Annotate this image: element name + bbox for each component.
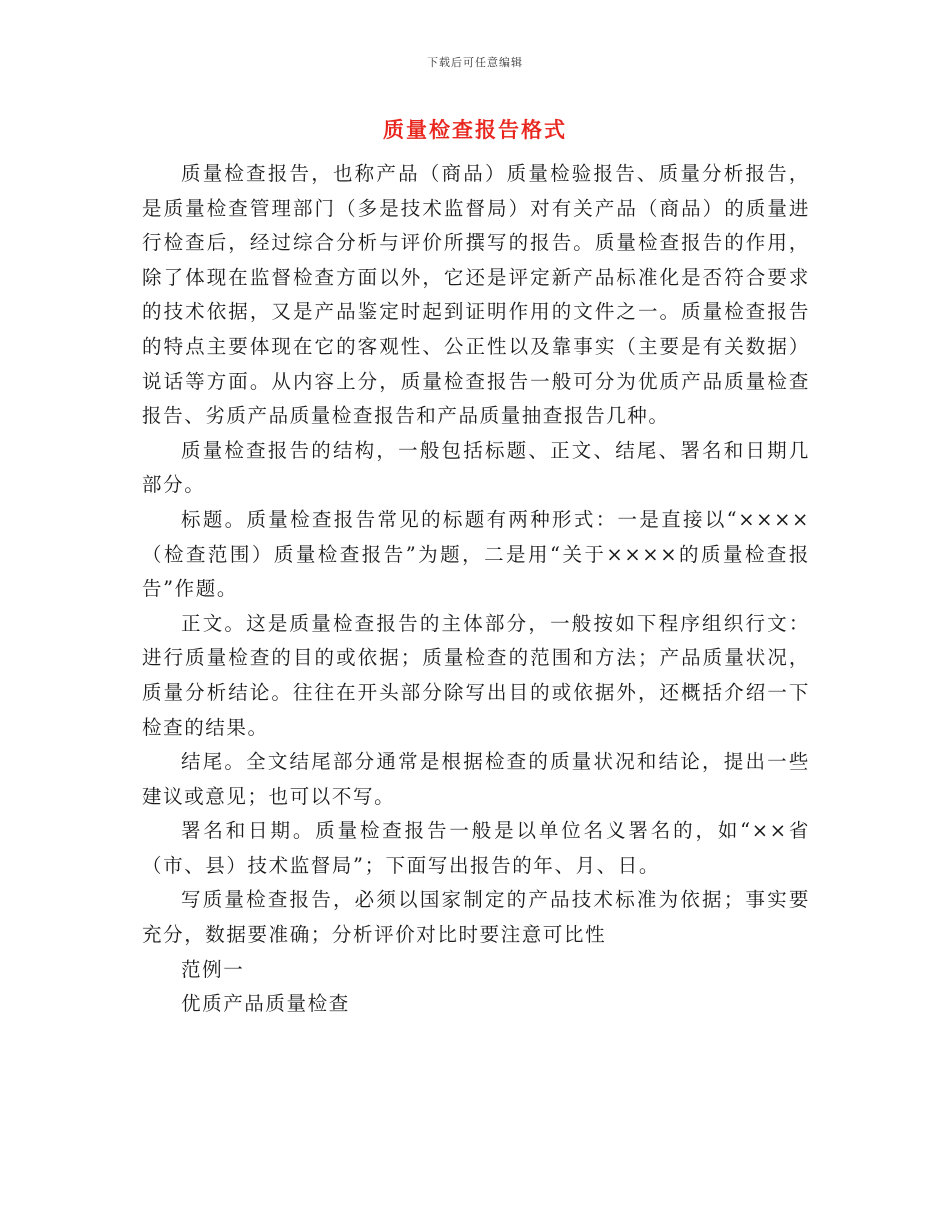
paragraph-signature-section: 署名和日期。质量检查报告一般是以单位名义署名的，如“××省（市、县）技术监督局”；下面写出报告的年、月、日。 (142, 819, 810, 877)
document-body (142, 157, 810, 1022)
paragraph-structure: 质量检查报告的结构，一般包括标题、正文、结尾、署名和日期几部分。 (142, 438, 810, 497)
document-title: 质量检查报告格式 (383, 117, 567, 142)
paragraph-writing-requirements: 写质量检查报告，必须以国家制定的产品技术标准为依据；事实要充分，数据要准确；分析评价对比时要注意可比性 (142, 888, 810, 947)
paragraph-body-section: 正文。这是质量检查报告的主体部分，一般按如下程序组织行文：进行质量检查的目的或依据；质量检查的范围和方法；产品质量状况，质量分析结论。往往在开头部分除写出目的或依据外，还概括介绍一下检查的结果。 (142, 611, 810, 739)
paragraph-ending-section: 结尾。全文结尾部分通常是根据检查的质量状况和结论，提出一些建议或意见；也可以不写。 (142, 750, 810, 808)
paragraph-intro: 质量检查报告，也称产品（商品）质量检验报告、质量分析报告，是质量检查管理部门（多是技术监督局）对有关产品（商品）的质量进行检查后，经过综合分析与评价所撰写的报告。质量检查报告的作用，除了体现在监督检查方面以外，它还是评定新产品标准化是否符合要求的技术依据，又是产品鉴定时起到证明作用的文件之一。质量检查报告的特点主要体现在它的客观性、公正性以及靠事实（主要是有关数据）说话等方面。从内容上分，质量检查报告一般可分为优质产品质量检查报告、劣质产品质量检查报告和产品质量抽查报告几种。 (142, 162, 810, 428)
paragraph-example-label: 范例一 (181, 957, 245, 981)
page-header-note: 下载后可任意编辑 (427, 56, 523, 69)
paragraph-title-section: 标题。质量检查报告常见的标题有两种形式：一是直接以“××××（检查范围）质量检查报告”为题，二是用“关于××××的质量检查报告”作题。 (142, 507, 810, 601)
paragraph-example-heading: 优质产品质量检查 (181, 992, 350, 1016)
